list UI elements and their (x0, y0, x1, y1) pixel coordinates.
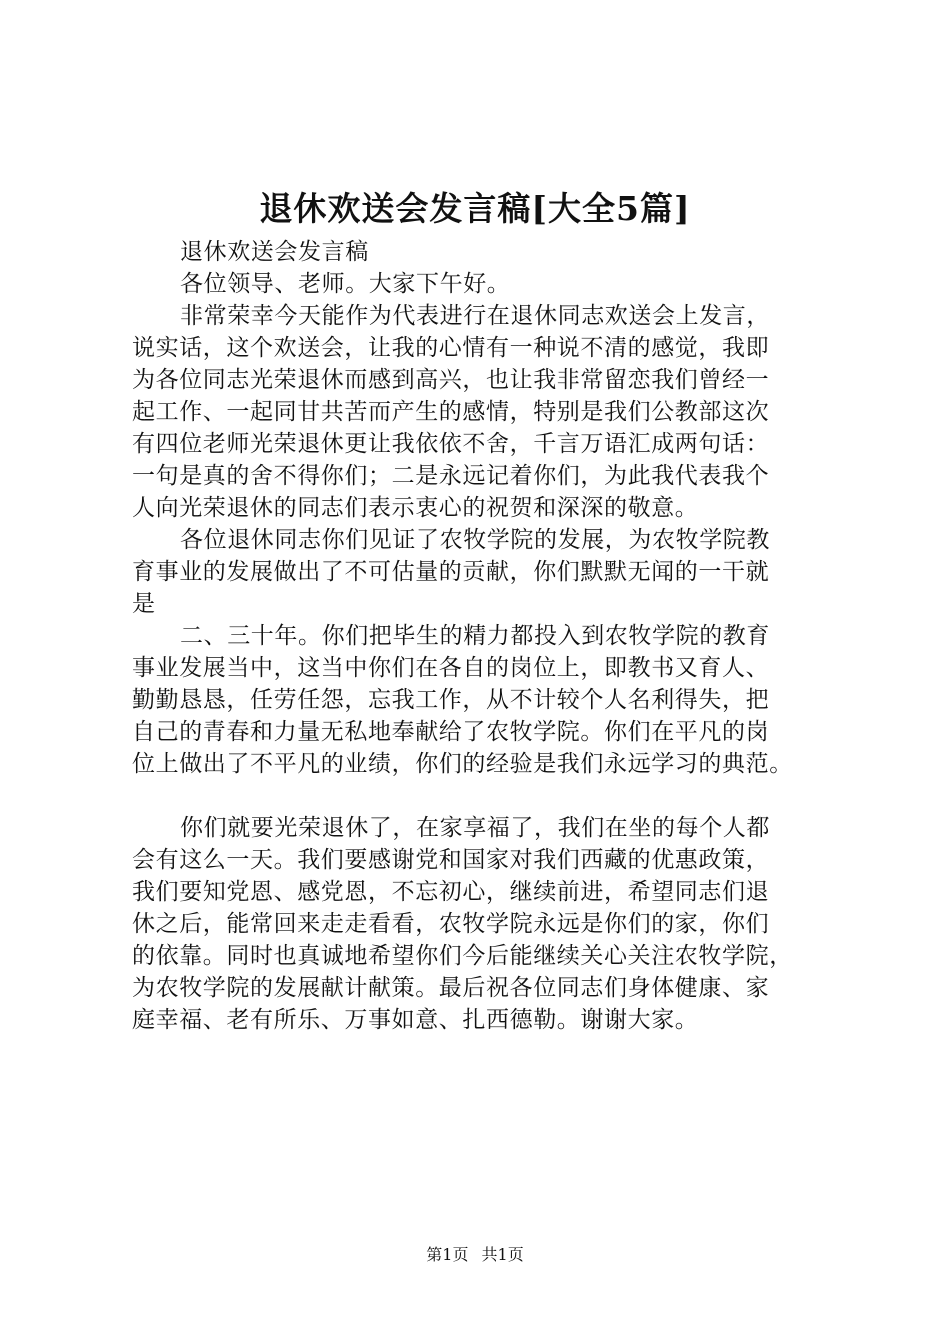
text-line: 位上做出了不平凡的业绩，你们的经验是我们永远学习的典范。 (132, 751, 793, 777)
text-line: 事业发展当中，这当中你们在各自的岗位上，即教书又育人、 (132, 655, 770, 681)
page-number: 第1页 (426, 1245, 469, 1264)
text-line: 各位领导、老师。大家下午好。 (180, 271, 511, 297)
text-line: 退休欢送会发言稿 (180, 239, 369, 265)
document-title: 退休欢送会发言稿[大全5篇] (259, 189, 691, 228)
text-line: 二、三十年。你们把毕生的精力都投入到农牧学院的教育 (180, 623, 770, 649)
text-line: 育事业的发展做出了不可估量的贡献，你们默默无闻的一干就 (132, 559, 770, 585)
text-line: 会有这么一天。我们要感谢党和国家对我们西藏的优惠政策， (132, 847, 770, 873)
text-line: 有四位老师光荣退休更让我依依不舍，千言万语汇成两句话： (132, 431, 770, 457)
text-line: 为农牧学院的发展献计献策。最后祝各位同志们身体健康、家 (132, 975, 770, 1001)
text-line: 起工作、一起同甘共苦而产生的感情，特别是我们公教部这次 (132, 399, 770, 425)
text-line: 的依靠。同时也真诚地希望你们今后能继续关心关注农牧学院， (132, 943, 793, 969)
blank-line (132, 780, 832, 812)
text-line: 人向光荣退休的同志们表示衷心的祝贺和深深的敬意。 (132, 495, 699, 521)
text-line: 我们要知党恩、感党恩，不忘初心，继续前进，希望同志们退 (132, 879, 770, 905)
text-line: 非常荣幸今天能作为代表进行在退休同志欢送会上发言， (180, 303, 770, 329)
page-footer (0, 1244, 950, 1266)
text-line: 勤勤恳恳，任劳任怨，忘我工作，从不计较个人名利得失，把 (132, 687, 770, 713)
text-line: 各位退休同志你们见证了农牧学院的发展，为农牧学院教 (180, 527, 770, 553)
text-line: 为各位同志光荣退休而感到高兴，也让我非常留恋我们曾经一 (132, 367, 770, 393)
text-line: 休之后，能常回来走走看看，农牧学院永远是你们的家，你们 (132, 911, 770, 937)
text-line: 自己的青春和力量无私地奉献给了农牧学院。你们在平凡的岗 (132, 719, 770, 745)
page-total: 共1页 (481, 1245, 524, 1264)
text-line: 庭幸福、老有所乐、万事如意、扎西德勒。谢谢大家。 (132, 1007, 699, 1033)
text-line: 是 (132, 591, 156, 617)
text-line: 你们就要光荣退休了，在家享福了，我们在坐的每个人都 (180, 815, 770, 841)
document-body (132, 236, 832, 1036)
text-line: 一句是真的舍不得你们；二是永远记着你们，为此我代表我个 (132, 463, 770, 489)
text-line: 说实话，这个欢送会，让我的心情有一种说不清的感觉，我即 (132, 335, 770, 361)
